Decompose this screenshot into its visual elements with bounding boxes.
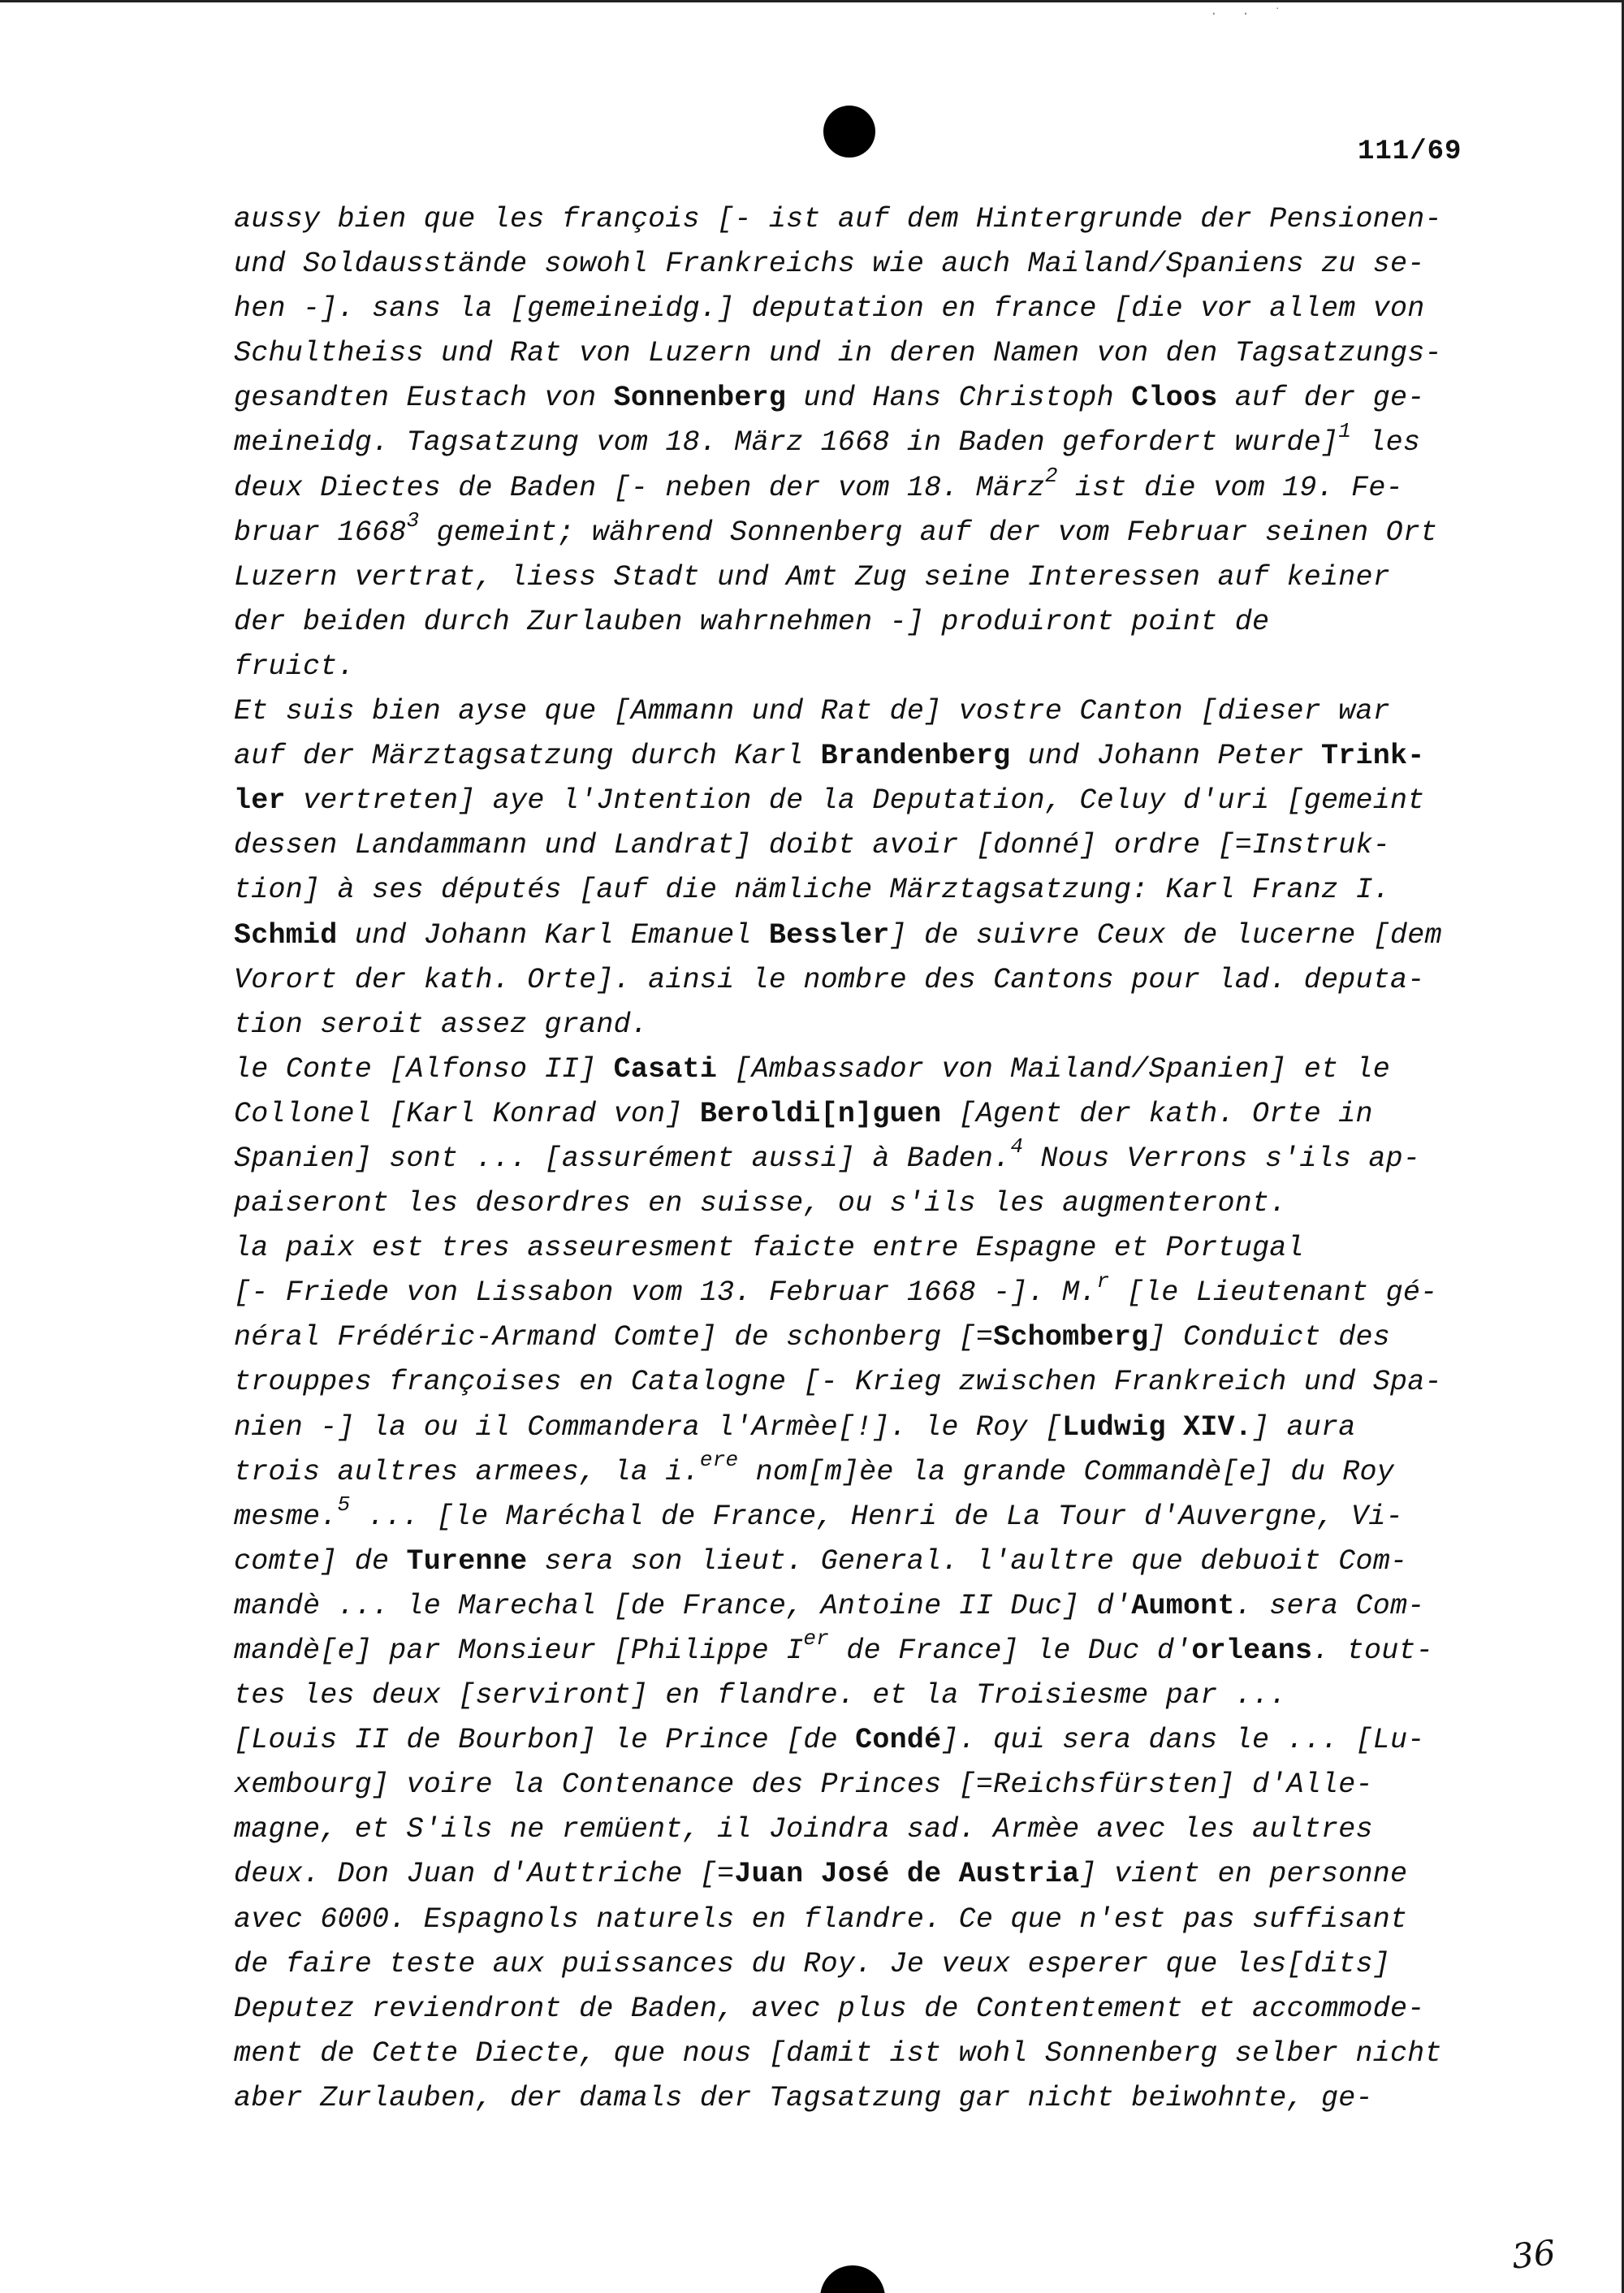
- text-segment: magne, et S'ils ne remüent, il Joindra sad. Armèe avec les aultres: [234, 1813, 1373, 1846]
- text-line: [234, 331, 1484, 376]
- bold-name: Condé: [855, 1724, 942, 1757]
- text-segment: trois aultres armees, la i.: [234, 1455, 700, 1488]
- text-line: [234, 376, 1484, 421]
- bold-name: Beroldi[n]guen: [699, 1097, 942, 1130]
- text-line: [234, 1852, 1484, 1897]
- bold-name: Ludwig XIV.: [1062, 1410, 1252, 1444]
- text-segment: Luzern vertrat, liess Stadt und Amt Zug seine Interessen auf keiner: [234, 560, 1390, 594]
- text-segment: gemeint; während Sonnenberg auf der vom Februar seinen Ort: [419, 516, 1438, 549]
- text-segment: gesandten Eustach von: [234, 382, 614, 415]
- text-segment: nom[m]èe la grande Commandè[e] du Roy: [738, 1455, 1395, 1488]
- text-line: [234, 1134, 1484, 1181]
- bold-name: Bessler: [768, 918, 890, 952]
- text-line: [234, 868, 1484, 913]
- text-line: [234, 2032, 1484, 2076]
- text-line: [234, 1626, 1484, 1673]
- text-line: [234, 555, 1484, 600]
- text-line: [234, 1092, 1484, 1137]
- text-segment: nien -] la ou il Commandera l'Armèe[!]. le Roy [: [234, 1410, 1063, 1444]
- text-segment: fruict.: [234, 650, 355, 683]
- text-segment: und Soldausstände sowohl Frankreichs wie auch Mailand/Spaniens zu se-: [234, 248, 1425, 281]
- text-segment: paiseront les desordres en suisse, ou s'ils les augmenteront.: [234, 1187, 1287, 1220]
- text-segment: und Johann Peter: [1010, 740, 1321, 773]
- bold-name: Casati: [613, 1052, 718, 1086]
- footnote-marker: 4: [1010, 1134, 1024, 1159]
- text-line: [234, 1047, 1484, 1092]
- body-text: [234, 197, 1484, 2121]
- bold-name: Aumont: [1131, 1589, 1235, 1622]
- text-segment: ist die vom 19. Fe-: [1057, 471, 1403, 504]
- bold-name: Juan José de Austria: [734, 1858, 1080, 1891]
- text-segment: auf der Märztagsatzung durch Karl: [234, 740, 821, 773]
- text-line: [234, 1360, 1484, 1405]
- text-segment: Collonel [Karl Konrad von]: [234, 1097, 700, 1130]
- page-number: 111/69: [1358, 136, 1462, 167]
- text-line: [234, 645, 1484, 689]
- text-line: [234, 1181, 1484, 1226]
- bold-name: Schomberg: [993, 1321, 1149, 1354]
- text-segment: [- Friede von Lissabon vom 13. Februar 1668 -]. M.: [234, 1276, 1097, 1310]
- text-segment: tion] à ses députés [auf die nämliche Märztagsatzung: Karl Franz I.: [234, 874, 1390, 907]
- text-segment: [le Lieutenant gé-: [1109, 1276, 1438, 1310]
- text-segment: ] Conduict des: [1148, 1321, 1390, 1354]
- text-line: [234, 287, 1484, 331]
- text-segment: meineidg. Tagsatzung vom 18. März 1668 in Baden gefordert wurde]: [234, 426, 1339, 460]
- footnote-marker: 2: [1044, 463, 1058, 488]
- text-line: [234, 958, 1484, 1003]
- text-segment: und Johann Karl Emanuel: [337, 918, 769, 952]
- footnote-marker: er: [803, 1626, 830, 1652]
- bold-name: ler: [234, 784, 286, 818]
- text-segment: tion seroit assez grand.: [234, 1008, 649, 1041]
- text-segment: ] aura: [1251, 1410, 1356, 1444]
- text-segment: tes les deux [serviront] en flandre. et la Troisiesme par ...: [234, 1679, 1287, 1712]
- text-line: [234, 418, 1484, 465]
- text-line: [234, 1003, 1484, 1047]
- text-line: [234, 689, 1484, 734]
- text-line: [234, 913, 1484, 958]
- text-segment: [Louis II de Bourbon] le Prince [de: [234, 1724, 856, 1757]
- punch-hole-bottom: [820, 2265, 885, 2293]
- text-segment: mandè ... le Marechal [de France, Antoine II Duc] d': [234, 1589, 1132, 1622]
- text-segment: comte] de: [234, 1544, 407, 1578]
- text-segment: les: [1351, 426, 1421, 460]
- text-line: [234, 1584, 1484, 1629]
- bold-name: Cloos: [1131, 382, 1218, 415]
- text-segment: de faire teste aux puissances du Roy. Je veux esperer que les[dits]: [234, 1947, 1390, 1980]
- text-line: [234, 1673, 1484, 1718]
- text-segment: ] de suivre Ceux de lucerne [dem: [889, 918, 1442, 952]
- text-line: [234, 1763, 1484, 1807]
- text-segment: ] vient en personne: [1079, 1858, 1408, 1891]
- text-segment: Et suis bien ayse que [Ammann und Rat de] vostre Canton [dieser war: [234, 695, 1390, 728]
- footnote-marker: 3: [406, 508, 420, 533]
- text-line: [234, 1268, 1484, 1315]
- text-segment: trouppes françoises en Catalogne [- Krieg zwischen Frankreich und Spa-: [234, 1366, 1442, 1399]
- text-segment: [Agent der kath. Orte in: [941, 1097, 1373, 1130]
- bold-name: Turenne: [406, 1544, 528, 1578]
- footnote-marker: 1: [1338, 418, 1352, 443]
- text-segment: . tout-: [1312, 1634, 1433, 1667]
- footnote-marker: r: [1096, 1268, 1110, 1293]
- text-line: [234, 1942, 1484, 1987]
- bold-name: orleans: [1191, 1634, 1313, 1667]
- text-segment: ment de Cette Diecte, que nous [damit ist wohl Sonnenberg selber nicht: [234, 2036, 1442, 2070]
- text-segment: Deputez reviendront de Baden, avec plus de Contentement et accommode-: [234, 1992, 1425, 2025]
- footnote-marker: 5: [337, 1492, 351, 1518]
- text-segment: Spanien] sont ... [assurément aussi] à Baden.: [234, 1142, 1011, 1175]
- text-line: [234, 734, 1484, 779]
- text-segment: Vorort der kath. Orte]. ainsi le nombre des Cantons pour lad. deputa-: [234, 963, 1425, 996]
- text-segment: und Hans Christoph: [786, 382, 1132, 415]
- punch-hole-top: [823, 106, 875, 158]
- text-segment: auf der ge-: [1217, 382, 1425, 415]
- scan-specks: · · ˙: [1210, 6, 1290, 21]
- bold-name: Brandenberg: [820, 740, 1011, 773]
- text-segment: mesme.: [234, 1500, 338, 1533]
- archive-mark: 36: [1510, 2232, 1557, 2277]
- text-segment: hen -]. sans la [gemeineidg.] deputation en france [die vor allem von: [234, 292, 1425, 326]
- text-line: [234, 1492, 1484, 1539]
- text-segment: dessen Landammann und Landrat] doibt avoir [donné] ordre [=Instruk-: [234, 829, 1390, 862]
- text-line: [234, 1315, 1484, 1360]
- text-segment: xembourg] voire la Contenance des Princes [=Reichsfürsten] d'Alle-: [234, 1768, 1373, 1802]
- text-line: [234, 1718, 1484, 1763]
- text-segment: la paix est tres asseuresment faicte entre Espagne et Portugal: [234, 1232, 1304, 1265]
- scan-border-top: [0, 0, 1624, 2]
- text-line: [234, 1447, 1484, 1495]
- text-segment: ... [le Maréchal de France, Henri de La Tour d'Auvergne, Vi-: [350, 1500, 1403, 1533]
- text-segment: aber Zurlauben, der damals der Tagsatzung gar nicht beiwohnte, ge-: [234, 2081, 1373, 2114]
- text-line: [234, 1898, 1484, 1942]
- text-segment: Schultheiss und Rat von Luzern und in deren Namen von den Tagsatzungs-: [234, 337, 1442, 370]
- text-line: [234, 823, 1484, 868]
- text-line: [234, 1807, 1484, 1852]
- bold-name: Sonnenberg: [613, 382, 787, 415]
- text-line: [234, 508, 1484, 555]
- bold-name: Schmid: [234, 918, 338, 952]
- text-line: [234, 1406, 1484, 1450]
- text-segment: le Conte [Alfonso II]: [234, 1052, 614, 1086]
- text-segment: sera son lieut. General. l'aultre que debuoit Com-: [527, 1544, 1408, 1578]
- text-segment: deux Diectes de Baden [- neben der vom 18. März: [234, 471, 1045, 504]
- text-line: [234, 197, 1484, 242]
- text-segment: néral Frédéric-Armand Comte] de schonberg [=: [234, 1321, 994, 1354]
- text-segment: aussy bien que les françois [- ist auf dem Hintergrunde der Pensionen-: [234, 203, 1442, 235]
- text-line: [234, 242, 1484, 287]
- text-segment: [Ambassador von Mailand/Spanien] et le: [717, 1052, 1390, 1086]
- footnote-marker: ere: [699, 1447, 739, 1472]
- text-segment: . sera Com-: [1234, 1589, 1425, 1622]
- text-line: [234, 2076, 1484, 2121]
- text-line: [234, 779, 1484, 823]
- text-segment: der beiden durch Zurlauben wahrnehmen -] produiront point de: [234, 605, 1270, 638]
- text-segment: mandè[e] par Monsieur [Philippe I: [234, 1634, 804, 1667]
- text-segment: bruar 1668: [234, 516, 407, 549]
- text-segment: Nous Verrons s'ils ap-: [1023, 1142, 1421, 1175]
- text-segment: vertreten] aye l'Jntention de la Deputation, Celuy d'uri [gemeint: [285, 784, 1425, 818]
- text-segment: avec 6000. Espagnols naturels en flandre. Ce que n'est pas suffisant: [234, 1902, 1408, 1936]
- text-line: [234, 1539, 1484, 1584]
- text-segment: de France] le Duc d': [829, 1634, 1192, 1667]
- bold-name: Trink-: [1320, 740, 1425, 773]
- text-line: [234, 1226, 1484, 1271]
- text-line: [234, 600, 1484, 645]
- text-line: [234, 463, 1484, 511]
- text-line: [234, 1987, 1484, 2032]
- text-segment: deux. Don Juan d'Auttriche [=: [234, 1858, 735, 1891]
- text-segment: ]. qui sera dans le ... [Lu-: [941, 1724, 1425, 1757]
